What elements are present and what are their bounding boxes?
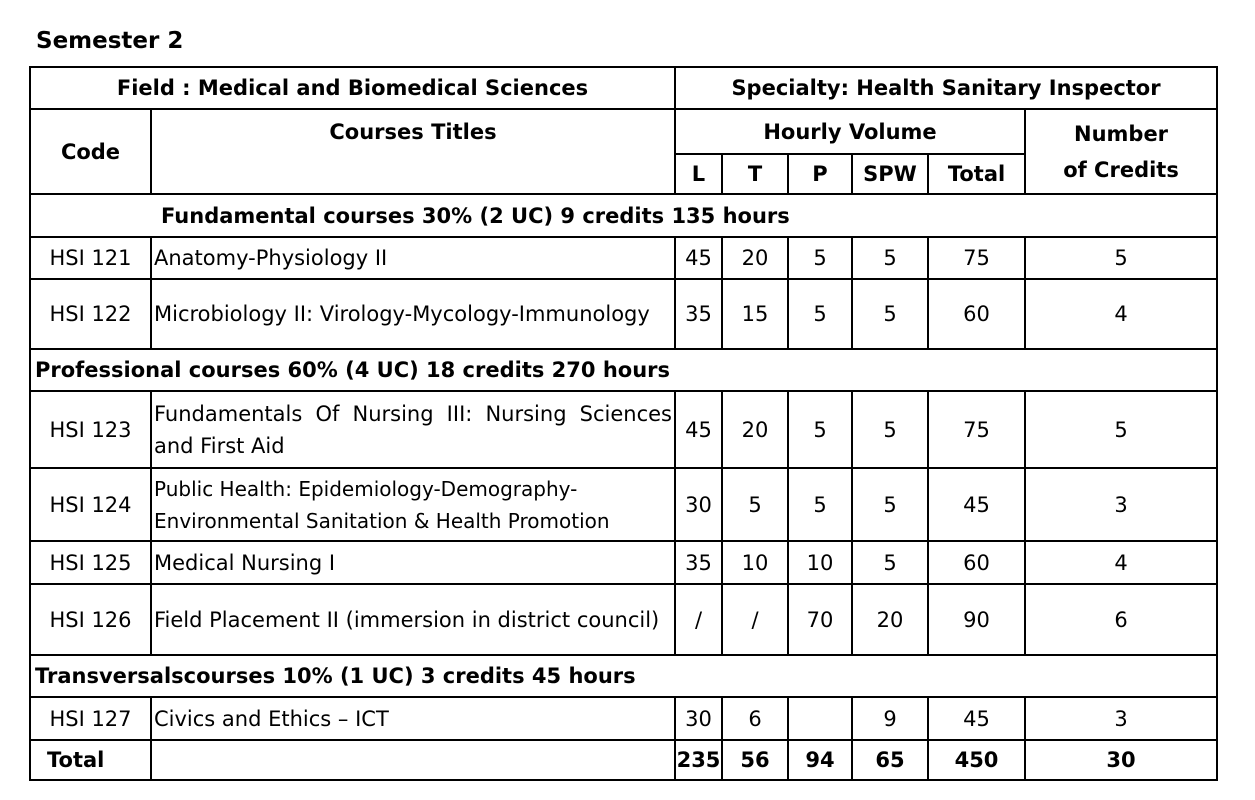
hours-t: / bbox=[722, 584, 788, 655]
hours-l: 45 bbox=[675, 237, 722, 279]
hours-total: 75 bbox=[928, 237, 1025, 279]
t-header: T bbox=[722, 154, 788, 194]
total-credits: 30 bbox=[1025, 740, 1217, 780]
hours-p: 5 bbox=[788, 279, 852, 349]
credits-header-line1: Number bbox=[1074, 121, 1169, 146]
hours-total: 45 bbox=[928, 468, 1025, 541]
hours-l: 45 bbox=[675, 391, 722, 468]
table-row bbox=[30, 541, 1217, 584]
hours-spw: 5 bbox=[852, 279, 928, 349]
code-header: Code bbox=[30, 109, 151, 194]
hours-total: 60 bbox=[928, 541, 1025, 584]
section-row-professional bbox=[30, 349, 1217, 391]
hours-spw: 5 bbox=[852, 237, 928, 279]
p-header: P bbox=[788, 154, 852, 194]
hours-total: 75 bbox=[928, 391, 1025, 468]
hours-t: 20 bbox=[722, 237, 788, 279]
course-code: HSI 121 bbox=[30, 237, 151, 279]
hours-l: 30 bbox=[675, 468, 722, 541]
course-credits: 4 bbox=[1025, 541, 1217, 584]
total-p: 94 bbox=[788, 740, 852, 780]
course-code: HSI 123 bbox=[30, 391, 151, 468]
total-spw: 65 bbox=[852, 740, 928, 780]
hours-l: 30 bbox=[675, 697, 722, 740]
section-row-transversal bbox=[30, 655, 1217, 697]
hours-p: 5 bbox=[788, 468, 852, 541]
course-credits: 4 bbox=[1025, 279, 1217, 349]
course-title: Field Placement II (immersion in district council) bbox=[151, 584, 675, 655]
hours-p: 10 bbox=[788, 541, 852, 584]
hours-spw: 20 bbox=[852, 584, 928, 655]
course-title: Public Health: Epidemiology-Demography-Environmental Sanitation & Health Promotion bbox=[151, 468, 675, 541]
course-title: Microbiology II: Virology-Mycology-Immunology bbox=[151, 279, 675, 349]
hours-spw: 9 bbox=[852, 697, 928, 740]
hours-t: 10 bbox=[722, 541, 788, 584]
course-credits: 3 bbox=[1025, 697, 1217, 740]
course-title: Fundamentals Of Nursing III: Nursing Sciences and First Aid bbox=[151, 391, 675, 468]
table-row bbox=[30, 584, 1217, 655]
credits-header-line2: of Credits bbox=[1063, 157, 1179, 182]
hours-spw: 5 bbox=[852, 391, 928, 468]
hours-l: 35 bbox=[675, 279, 722, 349]
total-l: 235 bbox=[675, 740, 722, 780]
section-title: Fundamental courses 30% (2 UC) 9 credits 135 hours bbox=[30, 194, 1217, 237]
field-label: Field : Medical and Biomedical Sciences bbox=[30, 67, 675, 109]
course-title: Civics and Ethics – ICT bbox=[151, 697, 675, 740]
section-row-fundamental bbox=[30, 194, 1217, 237]
semester-title: Semester 2 bbox=[36, 28, 184, 54]
specialty-label: Specialty: Health Sanitary Inspector bbox=[675, 67, 1217, 109]
table-row bbox=[30, 279, 1217, 349]
hours-t: 5 bbox=[722, 468, 788, 541]
totals-label: Total bbox=[30, 740, 151, 780]
hours-p: 70 bbox=[788, 584, 852, 655]
course-code: HSI 125 bbox=[30, 541, 151, 584]
course-credits: 6 bbox=[1025, 584, 1217, 655]
hours-t: 6 bbox=[722, 697, 788, 740]
hours-t: 20 bbox=[722, 391, 788, 468]
course-title: Medical Nursing I bbox=[151, 541, 675, 584]
section-title: Professional courses 60% (4 UC) 18 credits 270 hours bbox=[30, 349, 1217, 391]
header-row-field bbox=[30, 67, 1217, 109]
courses-titles-header: Courses Titles bbox=[151, 109, 675, 194]
hours-p bbox=[788, 697, 852, 740]
total-hours: 450 bbox=[928, 740, 1025, 780]
hours-total: 45 bbox=[928, 697, 1025, 740]
course-code: HSI 126 bbox=[30, 584, 151, 655]
spw-header: SPW bbox=[852, 154, 928, 194]
course-code: HSI 127 bbox=[30, 697, 151, 740]
total-header: Total bbox=[928, 154, 1025, 194]
totals-row bbox=[30, 740, 1217, 780]
course-code: HSI 124 bbox=[30, 468, 151, 541]
table-row bbox=[30, 391, 1217, 468]
course-credits: 5 bbox=[1025, 237, 1217, 279]
course-credits: 3 bbox=[1025, 468, 1217, 541]
header-row-columns bbox=[30, 109, 1217, 154]
course-credits: 5 bbox=[1025, 391, 1217, 468]
hours-p: 5 bbox=[788, 391, 852, 468]
hours-l: 35 bbox=[675, 541, 722, 584]
table-row bbox=[30, 468, 1217, 541]
hours-spw: 5 bbox=[852, 541, 928, 584]
section-title: Transversalscourses 10% (1 UC) 3 credits 45 hours bbox=[30, 655, 1217, 697]
total-t: 56 bbox=[722, 740, 788, 780]
number-of-credits-header bbox=[1025, 109, 1217, 194]
course-title: Anatomy-Physiology II bbox=[151, 237, 675, 279]
course-code: HSI 122 bbox=[30, 279, 151, 349]
hours-total: 60 bbox=[928, 279, 1025, 349]
curriculum-table bbox=[29, 66, 1218, 781]
hours-spw: 5 bbox=[852, 468, 928, 541]
hourly-volume-header: Hourly Volume bbox=[675, 109, 1025, 154]
hours-p: 5 bbox=[788, 237, 852, 279]
table-row bbox=[30, 237, 1217, 279]
hours-t: 15 bbox=[722, 279, 788, 349]
hours-l: / bbox=[675, 584, 722, 655]
l-header: L bbox=[675, 154, 722, 194]
table-row bbox=[30, 697, 1217, 740]
hours-total: 90 bbox=[928, 584, 1025, 655]
totals-empty bbox=[151, 740, 675, 780]
